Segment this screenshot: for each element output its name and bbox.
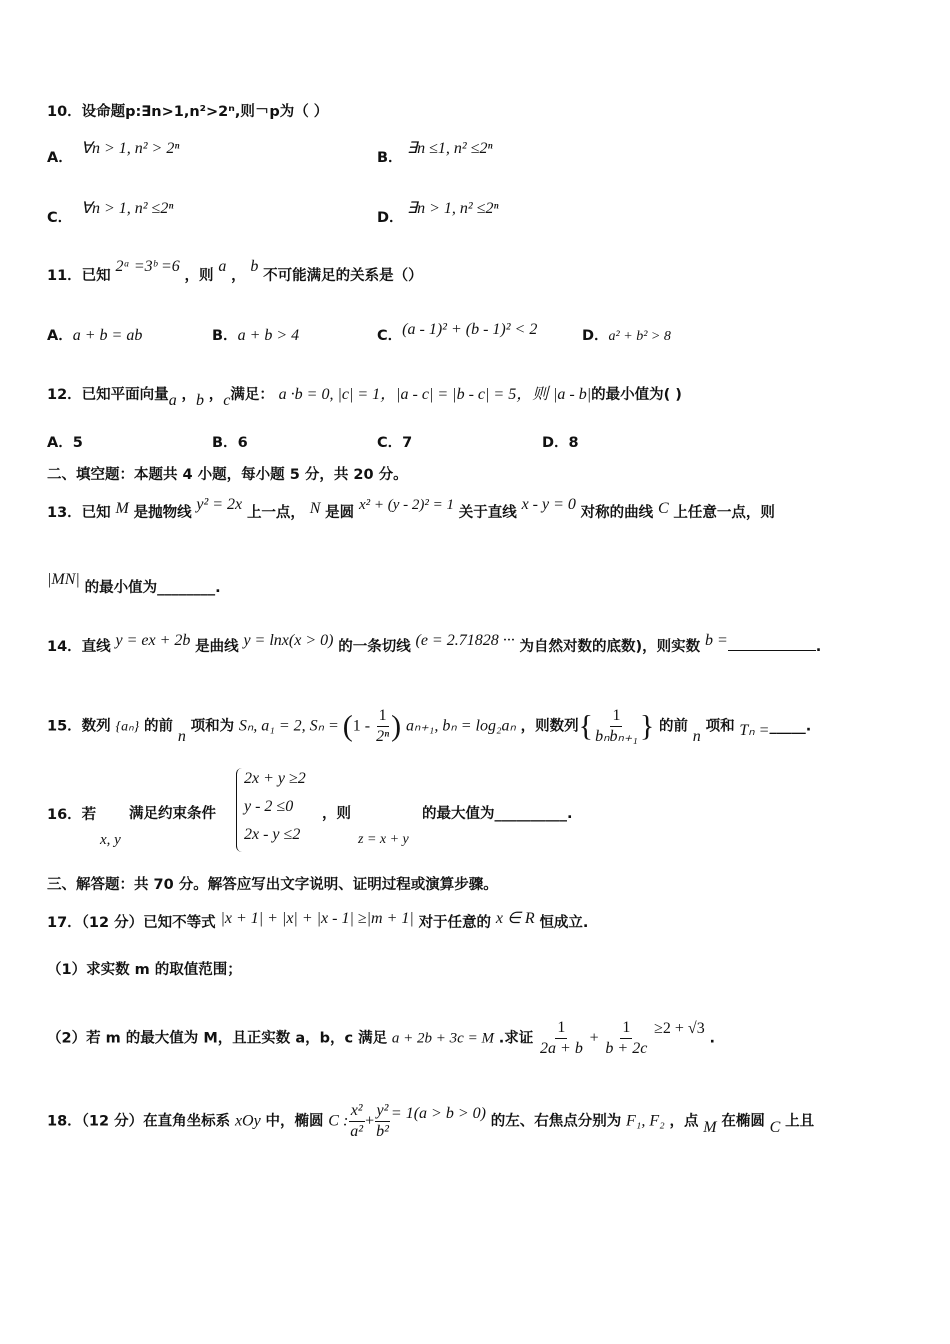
q15-stem: 15．数列 {aₙ} 的前 n 项和为 Sₙ, a₁ = 2, Sₙ = (1 - $\frac{1}{\text{2ⁿ}}$ ) aₙ₊₁, bₙ = log₂aₙ ，则数列{ $\frac{1}{\text{bₙbₙ₊₁}}$ } 的前 n 项和 Tₙ =_____.: [47, 707, 812, 745]
q11-option-c: C．(a - 1)² + (b - 1)² < 2: [377, 321, 538, 344]
q15-seq-fraction: $\frac{1}{\text{bₙbₙ₊₁}}$: [595, 707, 638, 745]
q12-option-d: D．8: [542, 435, 579, 451]
section-3-heading: 三、解答题：共 70 分。解答应写出文字说明、证明过程或演算步骤。: [47, 877, 498, 893]
q18-fraction-x: $\frac{\text{x²}}{\text{a²}}$: [350, 1102, 364, 1140]
q10-option-b: B． ∃n ≤1, n² ≤2ⁿ: [377, 140, 493, 166]
q17-stem: 17．（12 分）已知不等式 |x + 1| + |x| + |x - 1| ≥|m + 1| 对于任意的 x ∈ R 恒成立.: [47, 910, 589, 931]
q12-option-c: C．7: [377, 435, 413, 451]
q13-stem: 13．已知 M 是抛物线 y² = 2x 上一点， N 是圆 x² + (y - 2)² = 1 关于直线 x - y = 0 对称的曲线 C 上任意一点，则: [47, 496, 775, 521]
q14-stem: 14．直线 y = ex + 2b 是曲线 y = lnx(x > 0) 的一条切线 (e = 2.71828 ··· 为自然对数的底数)，则实数 b = .: [47, 632, 822, 655]
q11-option-a: A．a + b = ab: [47, 327, 143, 344]
q14-answer-blank: [728, 650, 816, 651]
q16-constraint-2: y - 2 ≤0: [244, 798, 294, 815]
q17-fraction-1: $\frac{1}{2a + b}$: [540, 1019, 583, 1057]
q11-option-b: B．a + b > 4: [212, 327, 300, 344]
q12-option-b: B．6: [212, 435, 248, 451]
q15-fraction: $\frac{1}{\text{2ⁿ}}$: [376, 707, 390, 745]
q16-constraint-3: 2x - y ≤2: [244, 826, 301, 843]
section-2-heading: 二、填空题：本题共 4 小题，每小题 5 分，共 20 分。: [47, 467, 408, 483]
q16-constraint-1: 2x + y ≥2: [244, 770, 306, 787]
q16-vars: x, y: [100, 832, 121, 848]
q10-option-a: A． ∀n > 1, n² > 2ⁿ: [47, 140, 180, 166]
q17-fraction-2: $\frac{1}{b + 2c}$: [605, 1019, 648, 1057]
q11-option-d: D．a² + b² > 8: [582, 328, 671, 344]
q13-stem-cont: |MN| 的最小值为________.: [47, 571, 221, 596]
q18-fraction-y: $\frac{\text{y²}}{\text{b²}}$: [376, 1102, 389, 1140]
q12-stem: 12．已知平面向量a ，b ，c满足： a ·b = 0, |c| = 1，|a - c| = |b - c| = 5，则 |a - b|的最小值为( ): [47, 386, 682, 409]
q16-objective: z = x + y: [358, 832, 409, 847]
q17-part-2: （2）若 m 的最大值为 M，且正实数 a，b，c 满足 a + 2b + 3c = M .求证 $\frac{1}{2a + b}$ + $\frac{1}{b + 2c}$ ≥2 + √3 .: [47, 1019, 715, 1057]
q11-stem: 11．已知 2ᵃ =3ᵇ =6 ，则 a ， b 不可能满足的关系是（）: [47, 258, 423, 284]
q10-option-c: C． ∀n > 1, n² ≤2ⁿ: [47, 200, 174, 226]
q12-option-a: A．5: [47, 435, 83, 451]
q17-part-1: （1）求实数 m 的取值范围；: [47, 962, 242, 978]
q10-option-d: D． ∃n > 1, n² ≤2ⁿ: [377, 200, 499, 226]
q18-stem: 18．（12 分）在直角坐标系 xOy 中，椭圆 C : $\frac{\text{x²}}{\text{a²}}$ + $\frac{\text{y²}}{\text{b²}}$ = 1(a > b > 0) 的左、右焦点分别为 F₁, F₂ ，点 M 在椭圆 C 上且: [47, 1102, 815, 1140]
q10-stem: 10．设命题p:∃n>1,n²>2ⁿ,则￢p为（ ）: [47, 104, 329, 120]
q16-stem: 16．若 满足约束条件 ，则 的最大值为__________.: [47, 806, 573, 823]
